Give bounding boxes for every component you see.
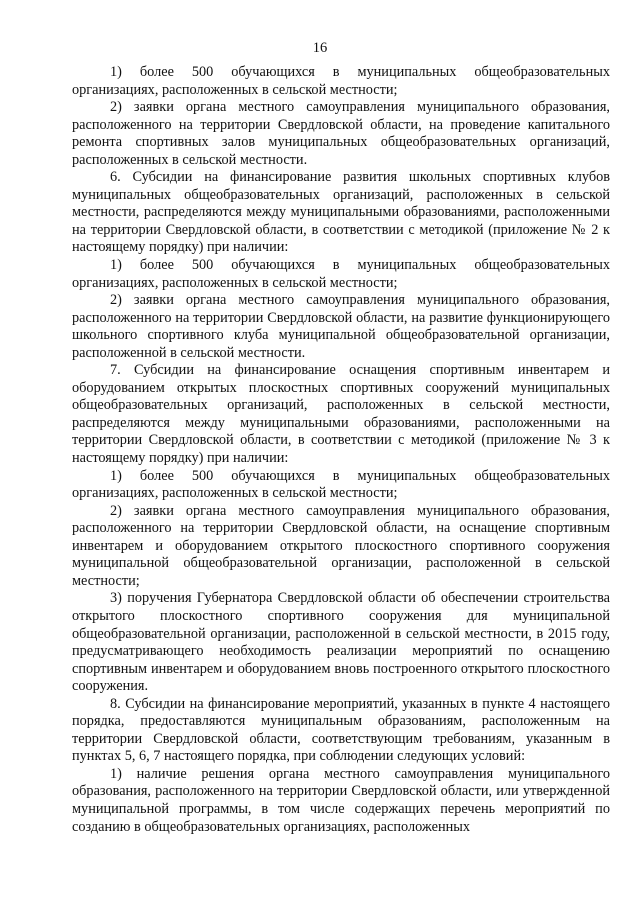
paragraph-item-2-condition: 2) заявки органа местного самоуправления муниципального образования, расположенного на территории Свердловской области, на оснащение спортивным инвентарем и оборудованием открытого плоскостного спортивного сооружения муниципальной общеобразовательной организации, расположенной в сельской местности;: [72, 502, 610, 589]
paragraph-section-8: 8. Субсидии на финансирование мероприятий, указанных в пункте 4 настоящего порядка, предоставляются муниципальным образованиям, расположенным на территории Свердловской области, соответствующим требованиям, указанным в пунктах 5, 6, 7 настоящего порядка, при соблюдении следующих условий:: [72, 695, 610, 765]
paragraph-item-1-condition: 1) более 500 обучающихся в муниципальных общеобразовательных организациях, расположенных в сельской местности;: [72, 467, 610, 502]
paragraph-section-6: 6. Субсидии на финансирование развития школьных спортивных клубов муниципальных общеобразовательных организаций, расположенных в сельской местности, распределяются между муниципальными образованиями, расположенными на территории Свердловской области, в соответствии с методикой (приложение № 2 к настоящему порядку) при наличии:: [72, 169, 610, 256]
paragraph-item-1-condition: 1) более 500 обучающихся в муниципальных общеобразовательных организациях, расположенных в сельской местности;: [72, 64, 610, 98]
paragraph-section-7: 7. Субсидии на финансирование оснащения спортивным инвентарем и оборудованием открытых плоскостных спортивных сооружений муниципальных общеобразовательных организаций, расположенных в сельской местности, распределяются между муниципальными образованиями, расположенными на территории Свердловской области, в соответствии с методикой (приложение № 3 к настоящему порядку) при наличии:: [72, 362, 610, 467]
paragraph-item-2-condition: 2) заявки органа местного самоуправления муниципального образования, расположенного на территории Свердловской области, на развитие функционирующего школьного спортивного клуба муниципальной общеобразовательной организации, расположенной в сельской местности.: [72, 292, 610, 361]
document-body: [72, 64, 610, 836]
page-number: 16: [312, 40, 328, 56]
paragraph-item-1-condition: 1) более 500 обучающихся в муниципальных общеобразовательных организациях, расположенных в сельской местности;: [72, 257, 610, 291]
paragraph-item-3-condition: 3) поручения Губернатора Свердловской области об обеспечении строительства открытого плоскостного спортивного сооружения для муниципальной общеобразовательной организации, расположенной в сельской местности, в 2015 году, предусматривающего необходимость реализации мероприятий по оснащению спортивным инвентарем и оборудованием вновь построенного открытого плоскостного сооружения.: [72, 590, 610, 695]
paragraph-item-2-condition: 2) заявки органа местного самоуправления муниципального образования, расположенного на территории Свердловской области, на проведение капитального ремонта спортивных залов муниципальных общеобразовательных организаций, расположенных в сельской местности.: [72, 99, 610, 168]
paragraph-item-1-condition: 1) наличие решения органа местного самоуправления муниципального образования, расположенного на территории Свердловской области, или утвержденной муниципальной программы, в том числе содержащих перечень мероприятий по созданию в общеобразовательных организациях, расположенных: [72, 765, 610, 835]
